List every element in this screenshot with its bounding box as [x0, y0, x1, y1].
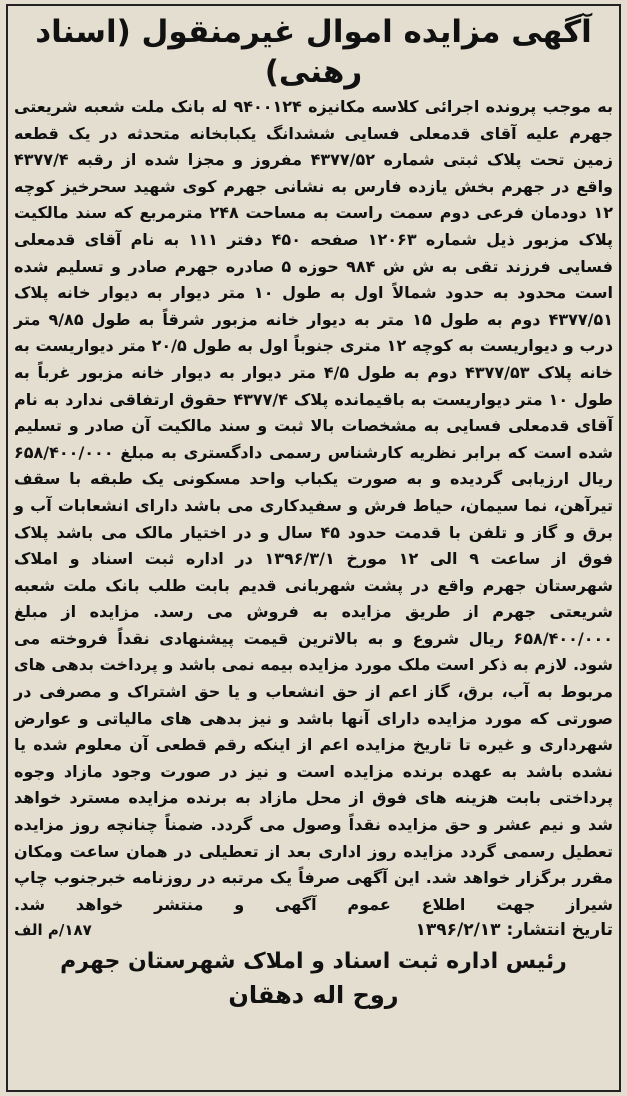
notice-content	[14, 12, 613, 1088]
reference-number: ۱۸۷/م الف	[14, 921, 92, 940]
signatory-name: روح اله دهقان	[228, 981, 399, 1010]
notice-body-text: به موجب پرونده اجرائی کلاسه مکانیزه ۹۴۰۰۱۲۴ له بانک ملت شعبه شریعتی جهرم علیه آقای قدمعلی فسایی ششدانگ یکبابخانه متحدثه در یک قطعه زمین تحت پلاک ثبتی شماره ۴۳۷۷/۵۲ مفروز و مجزا شده از رقبه ۴۳۷۷/۴ واقع در جهرم بخش یازده فارس به نشانی جهرم کوی شهید سحرخیز کوچه ۱۲ دودمان فرعی دوم سمت راست به مساحت ۲۴۸ مترمربع که سند مالکیت پلاک مزبور ذیل شماره ۱۲۰۶۳ صفحه ۴۵۰ دفتر ۱۱۱ به نام آقای قدمعلی فسایی فرزند تقی به ش ش ۹۸۴ حوزه ۵ صادره جهرم صادر و تسلیم شده است محدود به حدود شمالاً اول به طول ۱۰ متر دیوار به دیوار خانه پلاک ۴۳۷۷/۵۱ دوم به طول ۱۵ متر به دیوار خانه مزبور شرقاً به طول ۹/۸۵ متر درب و دیواریست به کوچه ۱۲ متری جنوباً اول به طول ۲۰/۵ متر دیواریست به خانه پلاک ۴۳۷۷/۵۳ دوم به طول ۴/۵ متر دیوار به دیوار خانه مزبور غرباً به طول ۱۰ متر دیواریست به باقیمانده پلاک ۴۳۷۷/۴ حقوق ارتفاقی ندارد به نام آقای قدمعلی فسایی به مشخصات بالا ثبت و سند مالکیت آن صادر و تسلیم شده است که برابر نظریه کارشناس رسمی دادگستری به مبلغ ۶۵۸/۴۰۰/۰۰۰ ریال ارزیابی گردیده و به صورت یکباب واحد مسکونی یک طبقه با سقف تیرآهن، نما سیمان، حیاط فرش و سفیدکاری می باشد دارای انشعابات آب و برق و گاز و تلفن با قدمت حدود ۴۵ سال و در اختیار مالک می باشد پلاک فوق از ساعت ۹ الی ۱۲ مورخ ۱۳۹۶/۳/۱ در اداره ثبت اسناد و املاک شهرستان جهرم واقع در پشت شهربانی قدیم بابت طلب بانک ملت شعبه شریعتی جهرم از طریق مزایده به فروش می رسد. مزایده از مبلغ ۶۵۸/۴۰۰/۰۰۰ ریال شروع و به بالاترین قیمت پیشنهادی نقداً فروخته می شود. لازم به ذکر است ملک مورد مزایده بیمه نمی باشد و پرداخت بدهی های مربوط به آب، برق، گاز اعم از حق انشعاب و یا حق اشتراک و مصرفی در صورتی که مورد مزایده دارای آنها باشد و نیز بدهی های مالیاتی و عوارض شهرداری و غیره تا تاریخ مزایده اعم از اینکه رقم قطعی آن معلوم شده یا نشده باشد به عهده برنده مزایده است و نیز در صورت وجود مازاد وجوه پرداختی بابت هزینه های فوق از محل مازاد به برنده مزایده مسترد خواهد شد و نیم عشر و حق مزایده نقداً وصول می گردد. ضمناً چنانچه روز مزایده تعطیل رسمی گردد مزایده روز اداری بعد از تعطیلی در همان ساعت ومکان مقرر برگزار خواهد شد. این آگهی صرفاً یک مرتبه در روزنامه خبرجنوب چاپ شیراز جهت اطلاع عموم آگهی و منتشر خواهد شد.	[14, 97, 614, 914]
notice-body	[14, 94, 613, 918]
publish-date: تاریخ انتشار: ۱۳۹۶/۲/۱۳	[415, 920, 613, 941]
notice-title: آگهی مزایده اموال غیرمنقول (اسناد رهنی)	[35, 14, 592, 90]
publication-row	[14, 916, 613, 944]
signatory-title: رئیس اداره ثبت اسناد و املاک شهرستان جهرم	[60, 949, 567, 975]
